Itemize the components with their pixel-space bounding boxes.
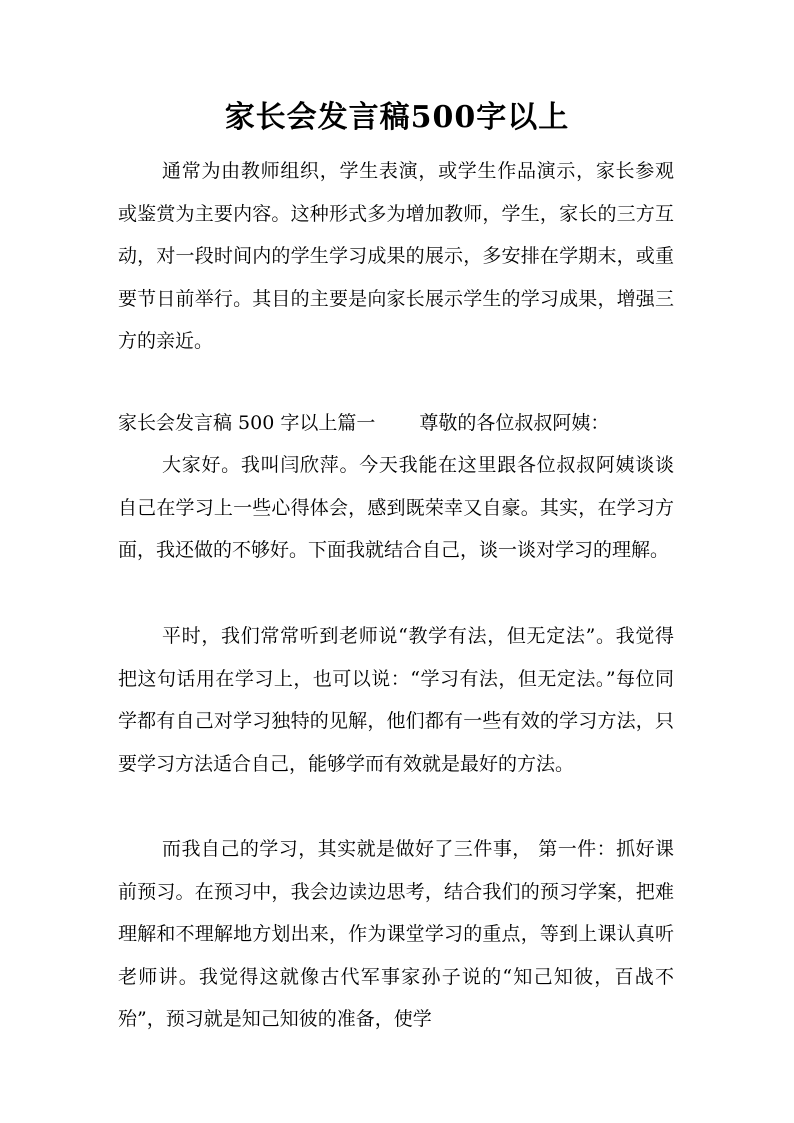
section-heading: 家长会发言稿 500 字以上篇一 [118, 412, 376, 434]
body-paragraph-2: 平时，我们常常听到老师说“教学有法，但无定法”。我觉得把这句话用在学习上，也可以说：“学习有法，但无定法。”每位同学都有自己对学习独特的见解，他们都有一些有效的学习方法，只要学习方法适合自己，能够学而有效就是最好的方法。 [118, 625, 674, 775]
intro-paragraph: 通常为由教师组织，学生表演，或学生作品演示，家长参观或鉴赏为主要内容。这种形式多为增加教师，学生，家长的三方互动，对一段时间内的学生学习成果的展示，多安排在学期末，或重要节日前举行。其目的主要是向家长展示学生的学习成果，增强三方的亲近。 [118, 160, 674, 352]
greeting: 尊敬的各位叔叔阿姨： [419, 412, 610, 434]
body-paragraph-3: 而我自己的学习，其实就是做好了三件事， 第一件：抓好课前预习。在预习中，我会边读边思考，结合我们的预习学案，把难理解和不理解地方划出来，作为课堂学习的重点，等到上课认真听老师讲。我觉得这就像古代军事家孙子说的“知己知彼，百战不殆”，预习就是知己知彼的准备，使学 [118, 838, 674, 1030]
document-title: 家长会发言稿500字以上 [224, 100, 570, 135]
section-heading-line [118, 402, 674, 445]
body-paragraph-1: 大家好。我叫闫欣萍。今天我能在这里跟各位叔叔阿姨谈谈自己在学习上一些心得体会，感到既荣幸又自豪。其实，在学习方面，我还做的不够好。下面我就结合自己，谈一谈对学习的理解。 [118, 454, 674, 561]
